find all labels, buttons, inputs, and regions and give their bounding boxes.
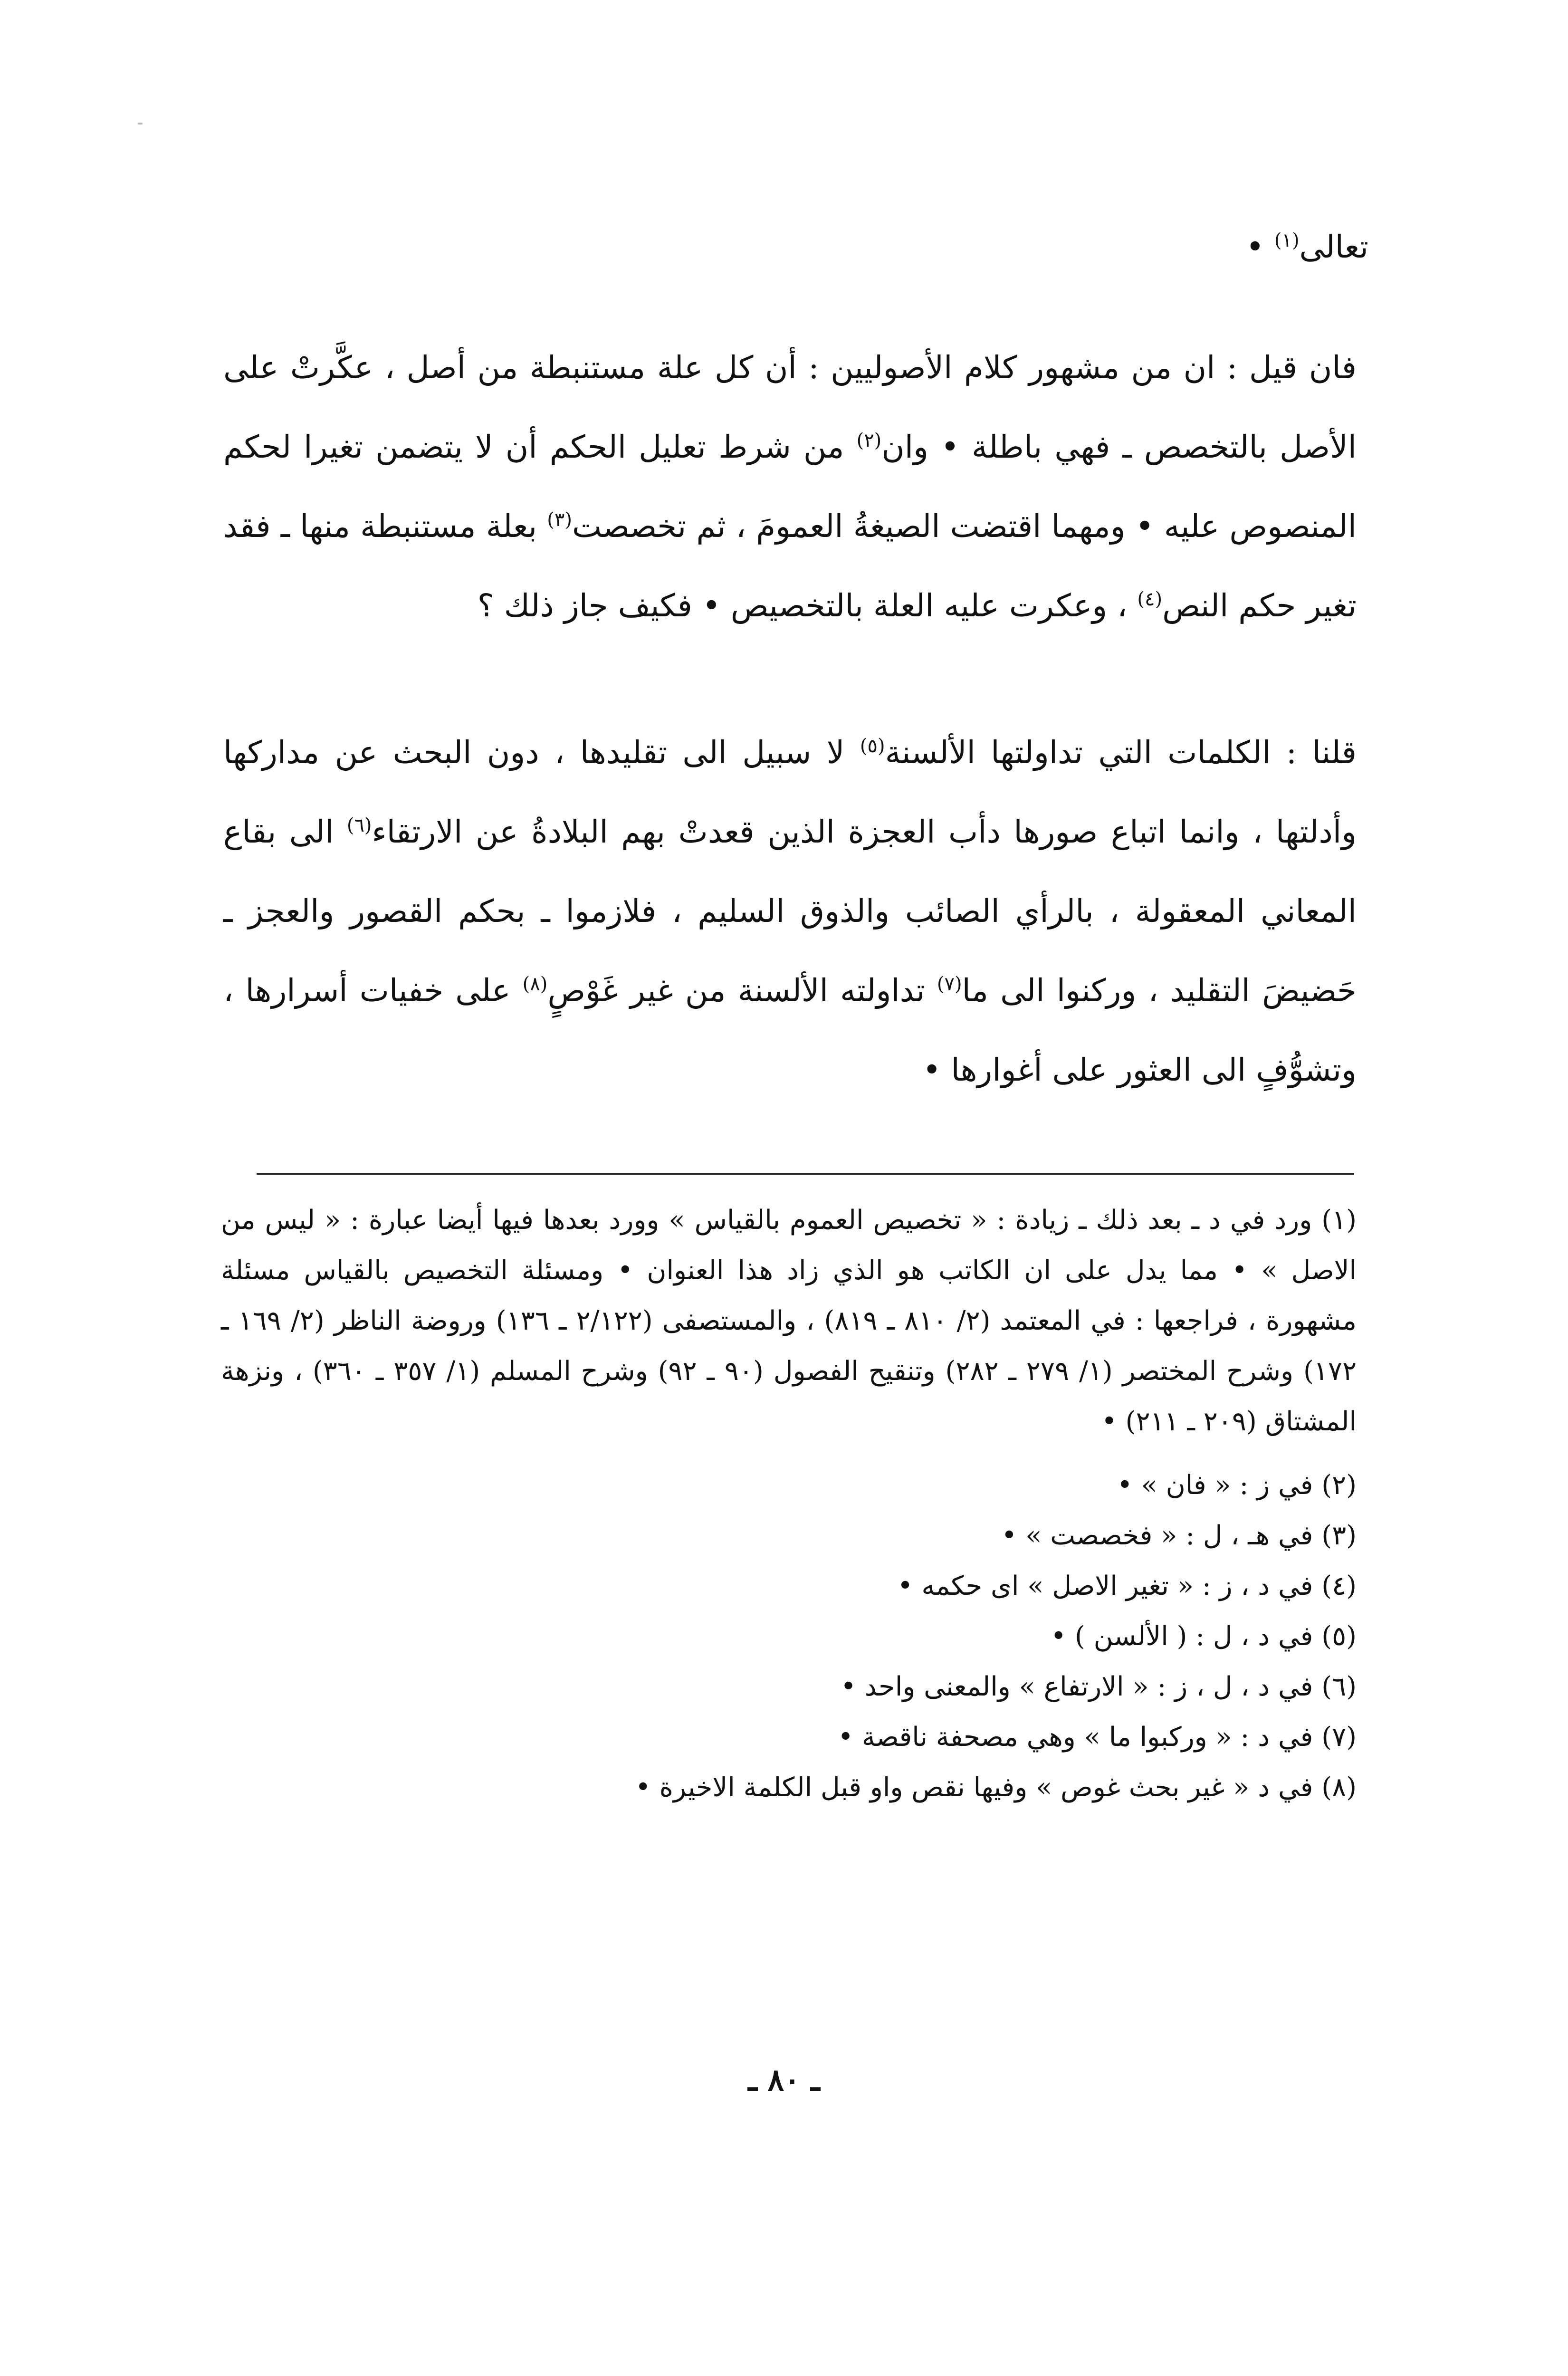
scan-speck [138, 123, 143, 125]
para2-text-2: لا سبيل الى تقليدها ، دون البحث عن مداركها وأدلتها ، وانما اتباع صورها دأب العجزة الذين قعدتْ بهم البلادةُ عن الارتقاء [223, 734, 1357, 850]
footnote-5: (٥) في د ، ل : ( الألسن ) • [1051, 1621, 1357, 1652]
footnote-ref-8: (٨) [522, 973, 548, 995]
para1-text-1: فان قيل : ان من مشهور كلام الأصوليين : أن كل علة مستنبطة من أصل ، عكَّرتْ على الأصل بالتخصص ـ فهي باطلة • وان [223, 349, 1357, 465]
fragment-word: تعالى [1299, 229, 1368, 265]
para2-text-5: على خفيات أسرارها ، وتشوُّفٍ الى العثور على أغوارها • [223, 972, 1357, 1088]
footnote-divider [257, 1173, 1354, 1175]
footnote-ref-1: (١) [1274, 230, 1300, 251]
footnote-2: (٢) في ز : « فان » • [1117, 1470, 1357, 1501]
continued-text-fragment [1036, 223, 1368, 271]
footnote-6: (٦) في د ، ل ، ز : « الارتفاع » والمعنى واحد • [840, 1671, 1357, 1702]
footnote-ref-7: (٧) [937, 973, 962, 995]
para1-text-4: ، وعكرت عليه العلة بالتخصيص • فكيف جاز ذلك ؟ [477, 587, 1138, 624]
para2-text-4: تداولته الألسنة من غير غَوْصٍ [547, 972, 937, 1009]
footnote-ref-2: (٢) [856, 430, 882, 451]
para1-text-2: من شرط تعليل الحكم أن لا يتضمن تغيرا لحكم المنصوص عليه • ومهما اقتضت الصيغةُ العمومَ ، ثم تخصصت [223, 429, 1357, 545]
footnote-ref-4: (٤) [1137, 588, 1163, 610]
fragment-end: • [1245, 229, 1274, 265]
footnote-3: (٣) في هـ ، ل : « فخصصت » • [1001, 1520, 1357, 1551]
para2-text-3: الى بقاع المعاني المعقولة ، بالرأي الصائب والذوق السليم ، فلازموا ـ بحكم القصور والعجز ـ حَضيضَ التقليد ، وركنوا الى ما [223, 814, 1357, 1009]
footnote-4: (٤) في د ، ز : « تغير الاصل » اى حكمه • [897, 1571, 1357, 1601]
footnotes-section [221, 1195, 1357, 1813]
para2-text-1: قلنا : الكلمات التي تداولتها الألسنة [885, 734, 1357, 771]
page-number: ـ ٨٠ ـ [748, 2062, 820, 2098]
para1-text-3: بعلة مستنبطة منها ـ فقد تغير حكم النص [223, 508, 1357, 624]
paragraph-answer [223, 713, 1357, 1110]
footnote-ref-5: (٥) [860, 735, 885, 757]
footnote-ref-3: (٣) [547, 509, 572, 531]
footnote-8: (٨) في د « غير بحث غوص » وفيها نقص واو قبل الكلمة الاخيرة • [635, 1772, 1357, 1803]
footnote-ref-6: (٦) [346, 814, 372, 836]
footnote-7: (٧) في د : « وركبوا ما » وهي مصحفة ناقصة • [838, 1722, 1357, 1753]
paragraph-objection [223, 328, 1357, 645]
footnote-1: (١) ورد في د ـ بعد ذلك ـ زيادة : « تخصيص العموم بالقياس » وورد بعدها فيها أيضا عبارة : « ليس من الاصل » • مما يدل على ان الكاتب هو الذي زاد هذا العنوان • ومسئلة التخصيص بالقياس مسئلة مشهورة ، فراجعها : في المعتمد (٢/ ٨١٠ ـ ٨١٩) ، والمستصفى (٢/١٢٢ ـ ١٣٦) وروضة الناظر (٢/ ١٦٩ ـ ١٧٢) وشرح المختصر (١/ ٢٧٩ ـ ٢٨٢) وتنقيح الفصول (٩٠ ـ ٩٢) وشرح المسلم (١/ ٣٥٧ ـ ٣٦٠) ، ونزهة المشتاق (٢٠٩ ـ ٢١١) • [221, 1205, 1357, 1437]
